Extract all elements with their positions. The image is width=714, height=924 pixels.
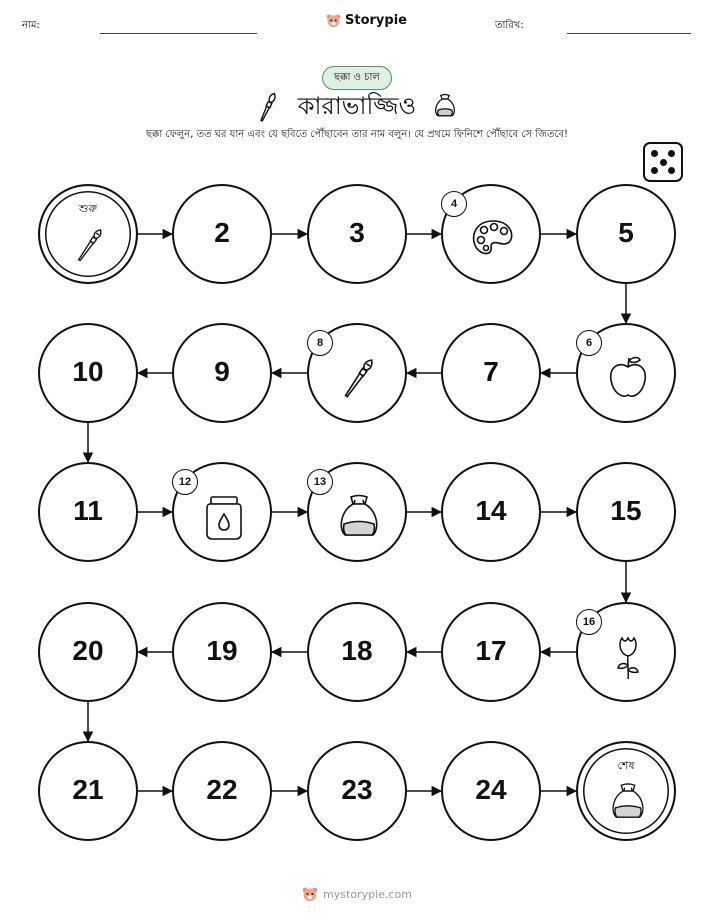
board-cell-20 (38, 602, 138, 702)
start-label: শুরু (79, 202, 97, 215)
cell-number: 5 (618, 217, 634, 248)
board-cell-6 (576, 323, 676, 423)
board-cell-3 (307, 184, 407, 284)
name-label: নাম: (22, 20, 40, 31)
cell-number-badge: 6 (576, 330, 602, 356)
bear-logo-icon (302, 886, 318, 902)
board-cell-11 (38, 462, 138, 562)
page-title: কারাভাজ্জিও (297, 92, 417, 120)
instructions: ছক্কা ফেলুন, তত ঘর যান এবং যে ছবিতে পৌঁছাবেন তার নাম বলুন। যে প্রথমে ফিনিশে পৌঁছাবে সে জিতবে! (145, 129, 569, 140)
footer-url: mystorypie.com (323, 887, 412, 901)
apple-icon (603, 353, 653, 403)
cell-number: 24 (475, 774, 507, 805)
board-cell-19 (172, 602, 272, 702)
cell-number-badge: 4 (441, 191, 467, 217)
board-cell-8 (307, 323, 407, 423)
end-label: শেষ (617, 759, 635, 772)
cell-number-badge: 16 (576, 609, 602, 635)
flower-icon (603, 632, 653, 682)
end-cell (576, 741, 676, 841)
cell-number: 11 (73, 495, 103, 526)
board-cell-15 (576, 462, 676, 562)
cell-number: 18 (341, 635, 373, 666)
board-cell-5 (576, 184, 676, 284)
footer (0, 886, 714, 902)
start-cell (38, 184, 138, 284)
cell-number: 23 (341, 774, 373, 805)
board-cell-14 (441, 462, 541, 562)
cell-number: 15 (610, 495, 642, 526)
cell-number: 10 (72, 356, 104, 387)
board-cell-23 (307, 741, 407, 841)
cell-number: 17 (475, 635, 507, 666)
cell-number: 22 (206, 774, 238, 805)
board-cell-17 (441, 602, 541, 702)
cell-number: 20 (72, 635, 104, 666)
cell-number: 21 (72, 774, 104, 805)
board-cell-12 (172, 462, 272, 562)
board-cell-2 (172, 184, 272, 284)
jar-icon (199, 492, 249, 542)
pigment-bag-icon (607, 781, 649, 823)
cell-number: 3 (349, 217, 365, 248)
cell-number: 9 (214, 356, 230, 387)
board-cell-4 (441, 184, 541, 284)
cell-number: 14 (475, 495, 507, 526)
board-cell-24 (441, 741, 541, 841)
board-cell-9 (172, 323, 272, 423)
paintbrush-icon (334, 353, 384, 403)
brand-name: Storypie (345, 13, 407, 28)
date-label: তারিখ: (495, 20, 524, 31)
cell-number: 2 (214, 217, 230, 248)
palette-icon (468, 214, 518, 264)
cell-number-badge: 8 (307, 330, 333, 356)
board-cell-10 (38, 323, 138, 423)
cell-number: 7 (483, 356, 499, 387)
board-cell-18 (307, 602, 407, 702)
pigment-bag-icon (334, 492, 384, 542)
cell-number: 19 (206, 635, 238, 666)
board-cell-21 (38, 741, 138, 841)
category-tag: ছক্কা ও চাল (322, 66, 392, 90)
board-cell-7 (441, 323, 541, 423)
paintbrush-icon (69, 224, 111, 266)
cell-number-badge: 13 (307, 469, 333, 495)
board-cell-16 (576, 602, 676, 702)
cell-number-badge: 12 (172, 469, 198, 495)
board-cell-13 (307, 462, 407, 562)
board-cell-22 (172, 741, 272, 841)
